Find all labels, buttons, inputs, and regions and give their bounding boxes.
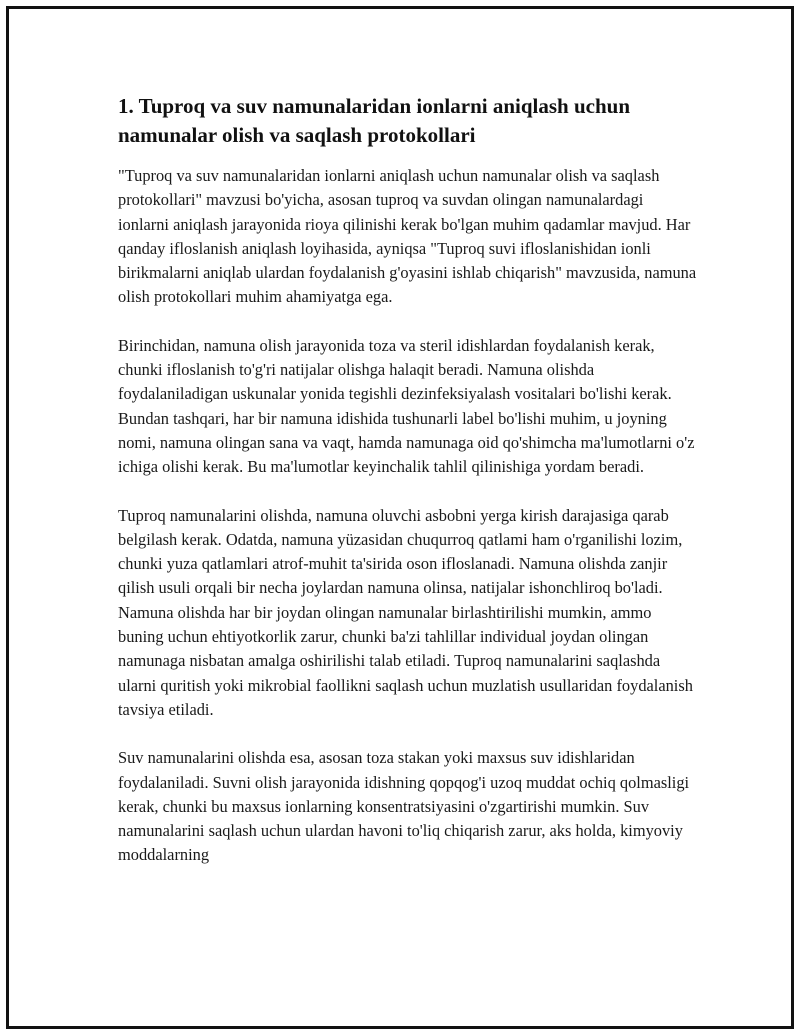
paragraph-soil-sampling: Tuproq namunalarini olishda, namuna oluvchi asbobni yerga kirish darajasiga qarab belgilash kerak. Odatda, namuna yüzasidan chuqurroq qatlami ham o'rganilishi lozim, chunki yuza qatlamlari atrof-muhit ta'sirida oson ifloslanadi. Namuna olishda zanjir qilish usuli orqali bir necha joylardan namuna olinsa, natijalar ishonchliroq bo'ladi. Namuna olishda har bir joydan olingan namunalar birlashtirilishi mumkin, ammo buning uchun ehtiyotkorlik zarur, chunki ba'zi tahlillar individual joydan olingan namunaga nisbatan amalga oshirilishi talab etiladi. Tuproq namunalarini saqlashda ularni quritish yoki mikrobial faollikni saqlash uchun muzlatish usullaridan foydalanish tavsiya etiladi. — [118, 505, 693, 719]
paragraph-intro: "Tuproq va suv namunalaridan ionlarni aniqlash uchun namunalar olish va saqlash protokollari" mavzusi bo'yicha, asosan tuproq va suvdan olingan namunalardagi ionlarni aniqlash jarayonida rioya qilinishi kerak bo'lgan muhim qadamlar mavjud. Har qanday ifloslanish aniqlash loyihasida, ayniqsa "Tuproq suvi ifloslanishidan ionli birikmalarni aniqlab ulardan foydalanish g'oyasini ishlab chiqarish" mavzusida, namuna olish protokollari muhim ahamiyatga ega. — [118, 166, 697, 307]
section-heading: 1. Tuproq va suv namunalaridan ionlarni aniqlash uchun namunalar olish va saqlash protokollari — [118, 94, 631, 147]
paragraph-water-sampling: Suv namunalarini olishda esa, asosan toza stakan yoki maxsus suv idishlaridan foydalaniladi. Suvni olish jarayonida idishning qopqog'i uzoq muddat ochiq qolmasligi kerak, chunki bu maxsus ionlarning konsentratsiyasini o'zgartirishi mumkin. Suv namunalarini saqlash uchun ulardan havoni to'liq chiqarish zarur, aks holda, kimyoviy moddalarning — [118, 748, 690, 865]
paragraph-sterile-containers: Birinchidan, namuna olish jarayonida toza va steril idishlardan foydalanish kerak, chunki ifloslanish to'g'ri natijalar olishga halaqit beradi. Namuna olishda foydalaniladigan uskunalar yonida tegishli dezinfeksiyalash vositalari bo'lishi kerak. Bundan tashqari, har bir namuna idishida tushunarli label bo'lishi muhim, u joyning nomi, namuna olingan sana va vaqt, hamda namunaga oid qo'shimcha ma'lumotlarni o'z ichiga olishi kerak. Bu ma'lumotlar keyinchalik tahlil qilinishiga yordam beradi. — [118, 335, 695, 477]
document-body — [118, 92, 698, 892]
